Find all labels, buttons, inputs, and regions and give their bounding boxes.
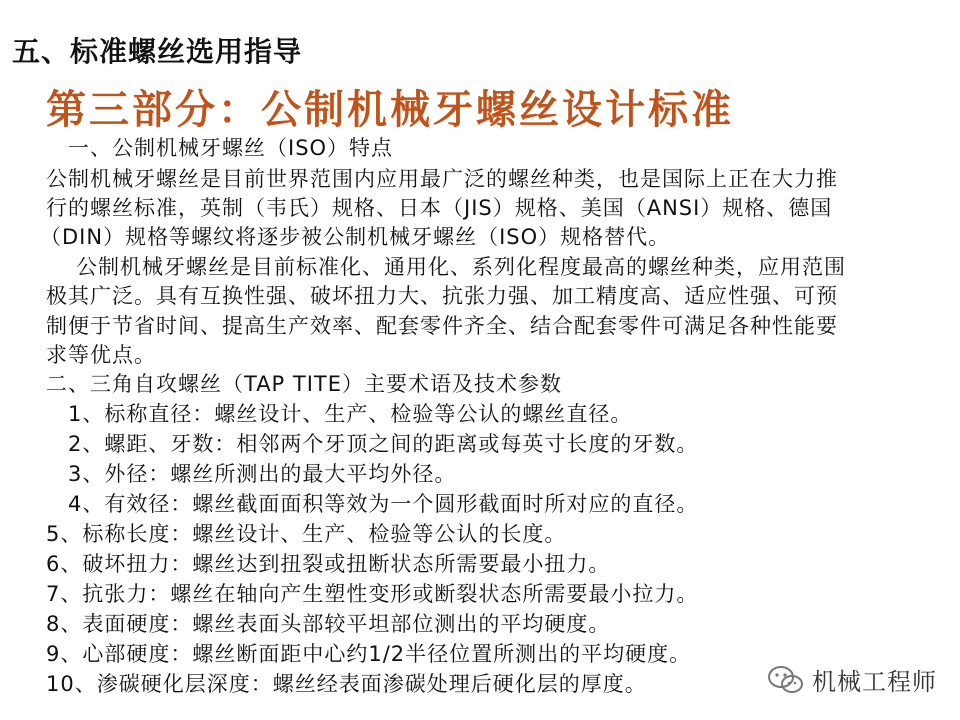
list-item: 4、有效径：螺丝截面面积等效为一个圆形截面时所对应的直径。 (68, 492, 699, 516)
list-item: 3、外径：螺丝所测出的最大平均外径。 (68, 462, 457, 486)
paragraph-line: （DIN）规格等螺纹将逐步被公制机械牙螺丝（ISO）规格替代。 (40, 225, 671, 249)
paragraph-line: 公制机械牙螺丝是目前标准化、通用化、系列化程度最高的螺丝种类，应用范围 (76, 255, 846, 279)
subheading-iso: 一、公制机械牙螺丝（ISO）特点 (68, 136, 394, 160)
list-item: 6、破坏扭力：螺丝达到扭裂或扭断状态所需要最小扭力。 (46, 552, 611, 576)
list-item: 2、螺距、牙数：相邻两个牙顶之间的距离或每英寸长度的牙数。 (68, 432, 699, 456)
watermark (766, 662, 937, 697)
list-item: 10、渗碳硬化层深度：螺丝经表面渗碳处理后硬化层的厚度。 (46, 672, 647, 696)
wechat-icon (766, 664, 806, 696)
subheading-tap-tite: 二、三角自攻螺丝（TAP TITE）主要术语及技术参数 (46, 372, 563, 396)
paragraph-line: 制便于节省时间、提高生产效率、配套零件齐全、结合配套零件可满足各种性能要 (46, 314, 838, 338)
list-item: 1、标称直径：螺丝设计、生产、检验等公认的螺丝直径。 (68, 402, 633, 426)
section-title: 五、标准螺丝选用指导 (12, 35, 303, 68)
paragraph-line: 公制机械牙螺丝是目前世界范围内应用最广泛的螺丝种类，也是国际上正在大力推 (46, 167, 838, 191)
paragraph-line: 极其广泛。具有互换性强、破坏扭力大、抗张力强、加工精度高、适应性强、可预 (46, 284, 838, 308)
part-title: 第三部分：公制机械牙螺丝设计标准 (46, 87, 734, 133)
list-item: 9、心部硬度：螺丝断面距中心约1/2半径位置所测出的平均硬度。 (46, 642, 692, 666)
list-item: 7、抗张力：螺丝在轴向产生塑性变形或断裂状态所需要最小拉力。 (46, 582, 699, 606)
paragraph-line: 行的螺丝标准，英制（韦氏）规格、日本（JIS）规格、美国（ANSI）规格、德国 (46, 196, 833, 220)
list-item: 8、表面硬度：螺丝表面头部较平坦部位测出的平均硬度。 (46, 612, 611, 636)
watermark-text: 机械工程师 (812, 668, 937, 696)
list-item: 5、标称长度：螺丝设计、生产、检验等公认的长度。 (46, 522, 567, 546)
paragraph-line: 求等优点。 (46, 343, 156, 367)
